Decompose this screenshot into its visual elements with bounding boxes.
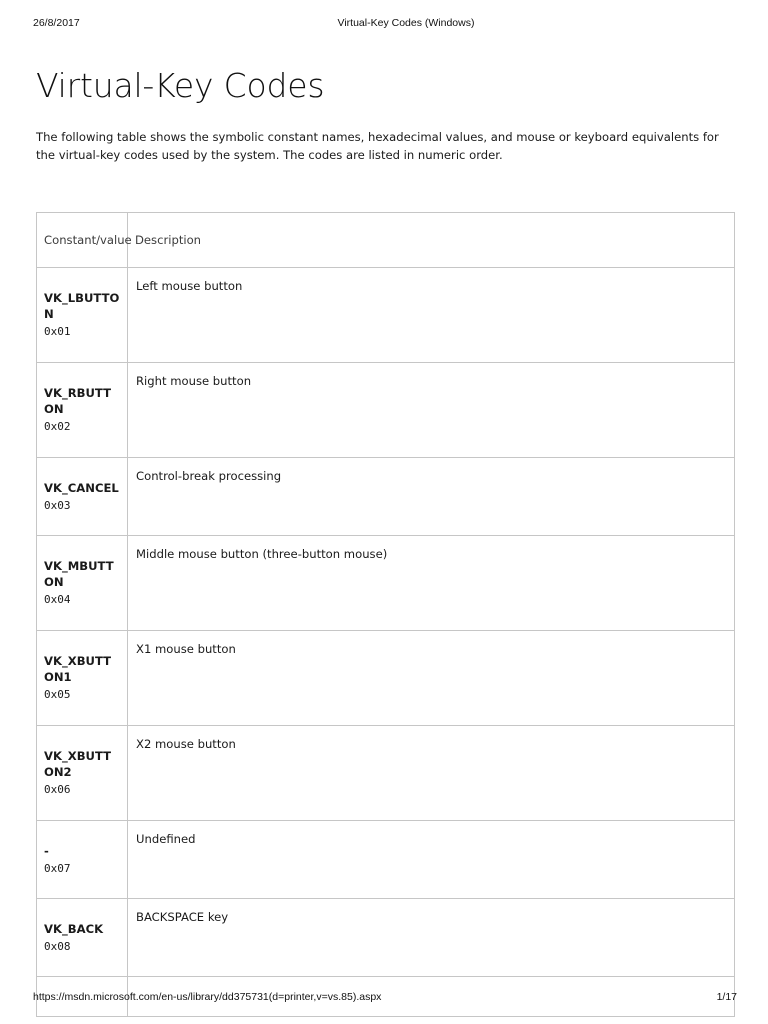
constant-cell bbox=[37, 899, 128, 977]
constant-name: VK_RBUTTON bbox=[44, 386, 112, 416]
table-row bbox=[37, 821, 735, 899]
page-title: Virtual-Key Codes bbox=[36, 66, 325, 105]
table-row bbox=[37, 458, 735, 536]
constant-name: VK_BACK bbox=[44, 921, 104, 936]
description-cell: Right mouse button bbox=[128, 363, 735, 458]
constant-cell bbox=[37, 726, 128, 821]
description-cell: BACKSPACE key bbox=[128, 899, 735, 977]
description-cell: Undefined bbox=[128, 821, 735, 899]
description-cell: Left mouse button bbox=[128, 268, 735, 363]
constant-cell bbox=[37, 631, 128, 726]
table-row bbox=[37, 899, 735, 977]
page-number: 1/17 bbox=[716, 991, 737, 1003]
intro-paragraph: The following table shows the symbolic constant names, hexadecimal values, and mouse or keyboard equivalents for the virtual-key codes used by the system. The codes are listed in numeric order. bbox=[36, 130, 719, 162]
print-date: 26/8/2017 bbox=[33, 17, 80, 29]
print-page-title: Virtual-Key Codes (Windows) bbox=[337, 17, 475, 29]
constant-name: VK_LBUTTON bbox=[44, 291, 120, 321]
print-url: https://msdn.microsoft.com/en-us/library/dd375731(d=printer,v=vs.85).aspx bbox=[33, 991, 382, 1003]
constant-cell bbox=[37, 363, 128, 458]
table-header-row bbox=[37, 213, 735, 268]
table-row bbox=[37, 268, 735, 363]
table-row bbox=[37, 363, 735, 458]
constant-value: 0x03 bbox=[44, 498, 71, 512]
column-header-description: Description bbox=[128, 213, 735, 268]
constant-value: 0x04 bbox=[44, 593, 71, 606]
constant-name: VK_XBUTTON2 bbox=[44, 749, 112, 779]
constant-value: 0x05 bbox=[44, 688, 71, 701]
constant-value: 0x07 bbox=[44, 861, 71, 875]
constant-value: 0x01 bbox=[44, 325, 71, 338]
constant-value: 0x08 bbox=[44, 939, 71, 953]
table-row bbox=[37, 536, 735, 631]
description-cell: Control-break processing bbox=[128, 458, 735, 536]
constant-name: VK_XBUTTON1 bbox=[44, 654, 112, 684]
constant-name: VK_CANCEL bbox=[44, 480, 119, 495]
virtual-key-codes-table bbox=[36, 212, 735, 1017]
constant-cell bbox=[37, 821, 128, 899]
constant-cell bbox=[37, 268, 128, 363]
table-row bbox=[37, 726, 735, 821]
description-cell: X1 mouse button bbox=[128, 631, 735, 726]
constant-name: - bbox=[44, 843, 49, 858]
constant-value: 0x02 bbox=[44, 420, 71, 433]
description-cell: Middle mouse button (three-button mouse) bbox=[128, 536, 735, 631]
constant-value: 0x06 bbox=[44, 783, 71, 796]
constant-cell bbox=[37, 458, 128, 536]
constant-name: VK_MBUTTON bbox=[44, 559, 114, 589]
column-header-constant: Constant/value bbox=[37, 213, 128, 268]
constant-cell bbox=[37, 536, 128, 631]
description-cell: X2 mouse button bbox=[128, 726, 735, 821]
table-row bbox=[37, 631, 735, 726]
